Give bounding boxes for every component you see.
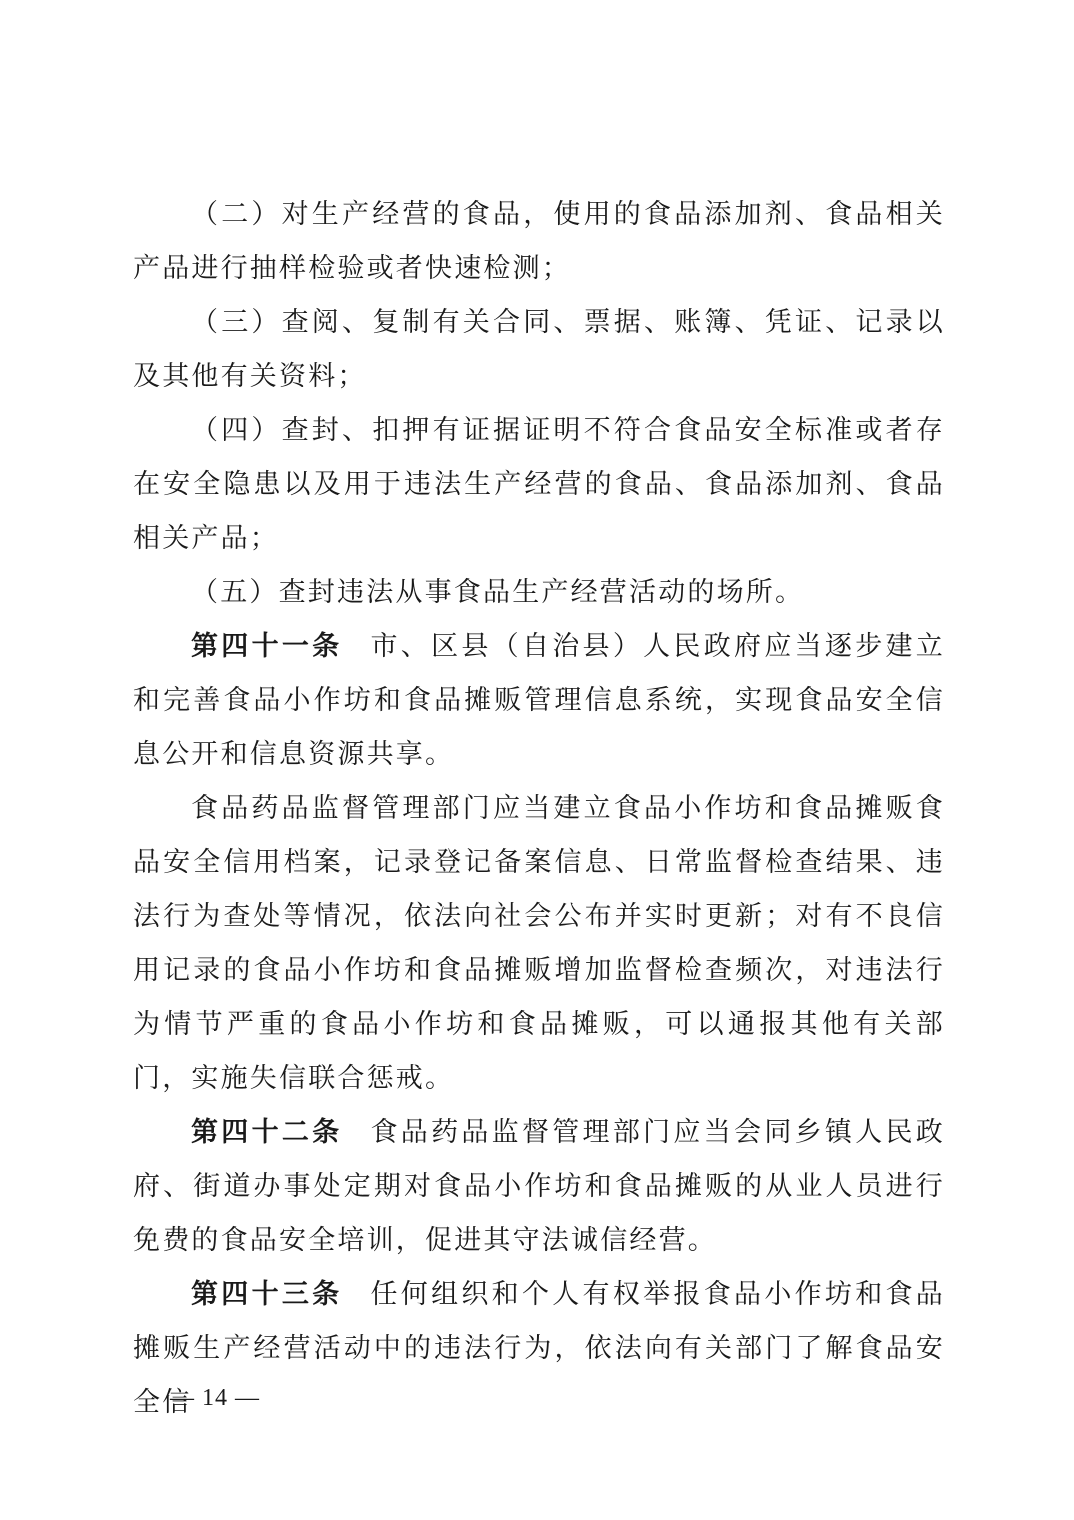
paragraph-text: （二）对生产经营的食品，使用的食品添加剂、食品相关产品进行抽样检验或者快速检测；: [133, 199, 945, 284]
article-41: [133, 620, 945, 782]
article-text: 市、区县（自治县）人民政府应当逐步建立和完善食品小作坊和食品摊贩管理信息系统，实现食品安全信息公开和信息资源共享。: [133, 631, 945, 770]
page-number: — 14 —: [170, 1385, 260, 1411]
paragraph-item-2: [133, 188, 945, 296]
paragraph-item-3: [133, 296, 945, 404]
article-heading: 第四十二条: [191, 1117, 343, 1148]
article-heading: 第四十一条: [191, 631, 343, 662]
paragraph-item-5: [133, 566, 945, 620]
article-text: 任何组织和个人有权举报食品小作坊和食品摊贩生产经营活动中的违法行为，依法向有关部门了解食品安全信: [133, 1279, 945, 1418]
article-text: 食品药品监督管理部门应当会同乡镇人民政府、街道办事处定期对食品小作坊和食品摊贩的从业人员进行免费的食品安全培训，促进其守法诚信经营。: [133, 1117, 945, 1256]
paragraph-text: （四）查封、扣押有证据证明不符合食品安全标准或者存在安全隐患以及用于违法生产经营的食品、食品添加剂、食品相关产品；: [133, 415, 945, 554]
body-text: [133, 188, 945, 1430]
article-heading: 第四十三条: [191, 1279, 343, 1310]
paragraph-item-4: [133, 404, 945, 566]
article-41-paragraph-2: [133, 782, 945, 1106]
paragraph-text: （三）查阅、复制有关合同、票据、账簿、凭证、记录以及其他有关资料；: [133, 307, 945, 392]
article-42: [133, 1106, 945, 1268]
paragraph-text: 食品药品监督管理部门应当建立食品小作坊和食品摊贩食品安全信用档案，记录登记备案信息、日常监督检查结果、违法行为查处等情况，依法向社会公布并实时更新；对有不良信用记录的食品小作坊和食品摊贩增加监督检查频次，对违法行为情节严重的食品小作坊和食品摊贩，可以通报其他有关部门，实施失信联合惩戒。: [133, 793, 945, 1094]
paragraph-text: （五）查封违法从事食品生产经营活动的场所。: [191, 577, 805, 608]
